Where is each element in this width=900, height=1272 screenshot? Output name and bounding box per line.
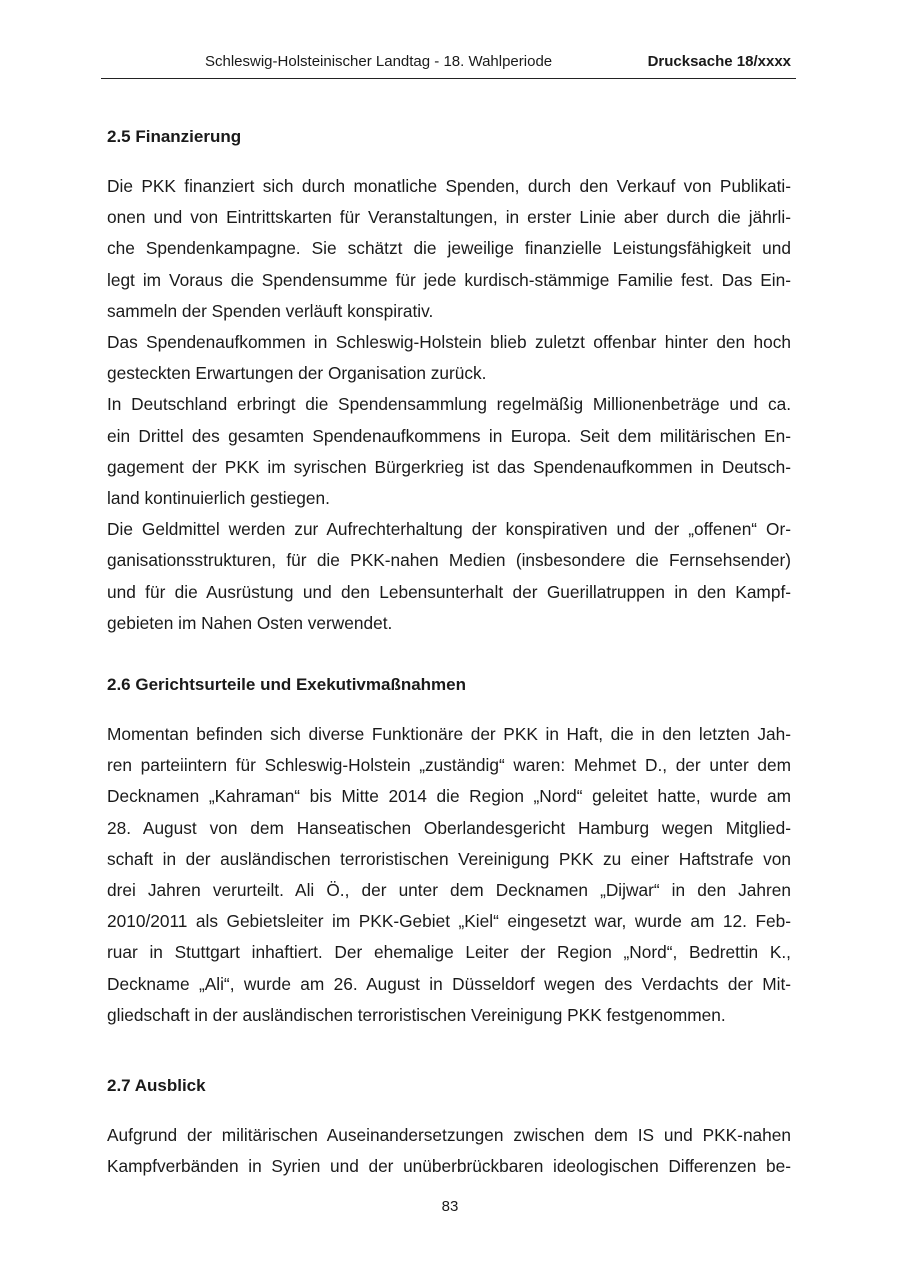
text-line: Die Geldmittel werden zur Aufrechterhaltung der konspirativen und der „offenen“ Or- bbox=[107, 519, 791, 540]
section-financing bbox=[107, 127, 791, 639]
text-line: In Deutschland erbringt die Spendensammlung regelmäßig Millionenbeträge und ca. bbox=[107, 394, 791, 415]
page-number: 83 bbox=[441, 1198, 459, 1215]
text-line: Decknamen „Kahraman“ bis Mitte 2014 die Region „Nord“ geleitet hatte, wurde am bbox=[107, 786, 791, 807]
text-line: gliedschaft in der ausländischen terroristischen Vereinigung PKK festgenommen. bbox=[107, 1004, 726, 1025]
text-line: legt im Voraus die Spendensumme für jede kurdisch-stämmige Familie fest. Das Ein- bbox=[107, 269, 791, 290]
section-heading: 2.7 Ausblick bbox=[107, 1076, 206, 1095]
text-line: schaft in der ausländischen terroristischen Vereinigung PKK zu einer Haftstrafe von bbox=[107, 848, 791, 869]
text-line: gesteckten Erwartungen der Organisation zurück. bbox=[107, 363, 487, 384]
text-line: Die PKK finanziert sich durch monatliche Spenden, durch den Verkauf von Publikati- bbox=[107, 176, 791, 196]
text-line: Momentan befinden sich diverse Funktionäre der PKK in Haft, die in den letzten Jah- bbox=[107, 724, 791, 744]
text-line: land kontinuierlich gestiegen. bbox=[107, 488, 330, 509]
text-line: Aufgrund der militärischen Auseinandersetzungen zwischen dem IS und PKK-nahen bbox=[107, 1125, 791, 1145]
text-line: ein Drittel des gesamten Spendenaufkommens in Europa. Seit dem militärischen En- bbox=[107, 425, 791, 446]
section-body bbox=[107, 171, 791, 639]
section-heading: 2.6 Gerichtsurteile und Exekutivmaßnahmen bbox=[107, 675, 467, 694]
text-line: sammeln der Spenden verläuft konspirativ. bbox=[107, 300, 434, 321]
text-line: Das Spendenaufkommen in Schleswig-Holstein blieb zuletzt offenbar hinter den hoch bbox=[107, 332, 791, 353]
page-header bbox=[101, 52, 796, 79]
header-document-number: Drucksache 18/xxxx bbox=[647, 53, 791, 70]
header-title: Schleswig-Holsteinischer Landtag - 18. Wahlperiode bbox=[205, 53, 553, 70]
text-line: und für die Ausrüstung und den Lebensunterhalt der Guerillatruppen in den Kampf- bbox=[107, 581, 791, 602]
section-heading: 2.5 Finanzierung bbox=[107, 127, 242, 146]
text-line: onen und von Eintrittskarten für Veranstaltungen, in erster Linie aber durch die jährli- bbox=[107, 207, 791, 228]
section-court-rulings bbox=[107, 675, 791, 1031]
text-line: Deckname „Ali“, wurde am 26. August in Düsseldorf wegen des Verdachts der Mit- bbox=[107, 973, 791, 994]
text-line: ruar in Stuttgart inhaftiert. Der ehemalige Leiter der Region „Nord“, Bedrettin K., bbox=[107, 942, 791, 963]
section-body bbox=[107, 719, 791, 1031]
text-line: 28. August von dem Hanseatischen Oberlandesgericht Hamburg wegen Mitglied- bbox=[107, 817, 791, 838]
text-line: ganisationsstrukturen, für die PKK-nahen Medien (insbesondere die Fernsehsender) bbox=[107, 550, 791, 571]
text-line: 2010/2011 als Gebietsleiter im PKK-Gebiet „Kiel“ eingesetzt war, wurde am 12. Feb- bbox=[107, 911, 791, 932]
text-line: ren parteiintern für Schleswig-Holstein „zuständig“ waren: Mehmet D., der unter dem bbox=[107, 755, 791, 776]
text-line: che Spendenkampagne. Sie schätzt die jeweilige finanzielle Leistungsfähigkeit und bbox=[107, 238, 791, 259]
section-outlook bbox=[107, 1076, 791, 1182]
text-line: gebieten im Nahen Osten verwendet. bbox=[107, 612, 393, 633]
text-line: gagement der PKK im syrischen Bürgerkrieg ist das Spendenaufkommen in Deutsch- bbox=[107, 456, 791, 477]
text-line: Kampfverbänden in Syrien und der unüberbrückbaren ideologischen Differenzen be- bbox=[107, 1156, 791, 1177]
section-body bbox=[107, 1120, 791, 1182]
text-line: drei Jahren verurteilt. Ali Ö., der unter dem Decknamen „Dijwar“ in den Jahren bbox=[107, 880, 791, 901]
